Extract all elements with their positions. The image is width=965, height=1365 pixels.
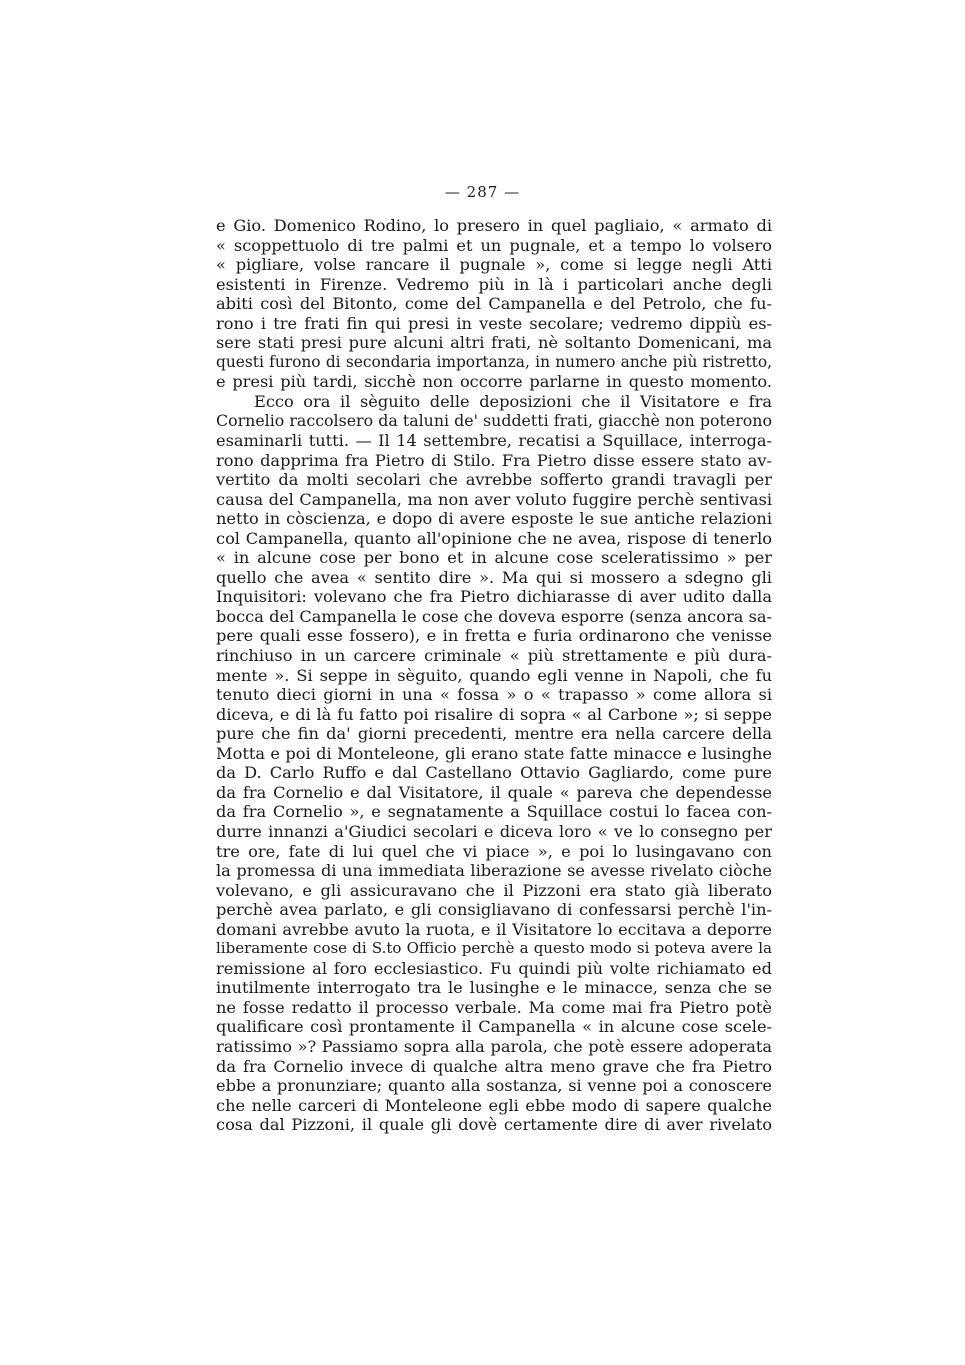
text-line: col Campanella, quanto all'opinione che ne avea, rispose di tenerlo: [216, 528, 772, 548]
text-line: Ecco ora il sèguito delle deposizioni che il Visitatore e fra: [254, 391, 772, 411]
text-line: rinchiuso in un carcere criminale « più strettamente e più dura-: [216, 646, 772, 666]
text-line: Motta e poi di Monteleone, gli erano state fatte minacce e lusinghe: [216, 743, 772, 763]
text-line: e Gio. Domenico Rodino, lo presero in quel pagliaio, « armato di: [216, 216, 772, 235]
text-line: abiti così del Bitonto, come del Campanella e del Petrolo, che fu-: [216, 294, 772, 314]
text-line: vertito da molti secolari che avrebbe sofferto grandi travagli per: [216, 470, 772, 490]
text-line: durre innanzi a'Giudici secolari e diceva loro « ve lo consegno per: [216, 821, 772, 841]
text-line: esaminarli tutti. — Il 14 settembre, recatisi a Squillace, interroga-: [216, 431, 772, 451]
text-line: questi furono di secondaria importanza, in numero anche più ristretto,: [216, 352, 772, 371]
text-line: netto in còscienza, e dopo di avere esposte le sue antiche relazioni: [216, 509, 772, 529]
text-line: rono dapprima fra Pietro di Stilo. Fra Pietro disse essere stato av-: [216, 450, 772, 470]
text-line: cosa dal Pizzoni, il quale gli dovè certamente dire di aver rivelato: [216, 1115, 772, 1135]
text-line: da fra Cornelio e dal Visitatore, il quale « pareva che dependesse: [216, 782, 772, 802]
text-line: qualificare così prontamente il Campanella « in alcune cose scele-: [216, 1017, 772, 1037]
text-line: ratissimo »? Passiamo sopra alla parola, che potè essere adoperata: [216, 1036, 772, 1056]
text-line: remissione al foro ecclesiastico. Fu quindi più volte richiamato ed: [216, 958, 772, 978]
body-text: [216, 216, 772, 1135]
text-line: da fra Cornelio », e segnatamente a Squillace costui lo facea con-: [216, 802, 772, 822]
text-line: da fra Cornelio invece di qualche altra meno grave che fra Pietro: [216, 1056, 772, 1076]
page-number: — 287 —: [444, 183, 521, 201]
text-line: da D. Carlo Ruffo e dal Castellano Ottavio Gagliardo, come pure: [216, 763, 772, 783]
text-line: la promessa di una immediata liberazione se avesse rivelato ciòche: [216, 861, 772, 881]
text-line: diceva, e di là fu fatto poi risalire di sopra « al Carbone »; si seppe: [216, 704, 772, 724]
text-line: perchè avea parlato, e gli consigliavano di confessarsi perchè l'in-: [216, 900, 772, 920]
text-line: tre ore, fate di lui quel che vi piace », e poi lo lusingavano con: [216, 841, 772, 861]
text-line: e presi più tardi, sicchè non occorre parlarne in questo momento.: [216, 372, 772, 392]
text-line: ebbe a pronunziare; quanto alla sostanza, si venne poi a conoscere: [216, 1076, 772, 1096]
text-line: rono i tre frati fin qui presi in veste secolare; vedremo dippiù es-: [216, 313, 772, 333]
text-line: causa del Campanella, ma non aver voluto fuggire perchè sentivasi: [216, 489, 772, 509]
text-line: che nelle carceri di Monteleone egli ebbe modo di sapere qualche: [216, 1095, 772, 1115]
text-line: inutilmente interrogato tra le lusinghe e le minacce, senza che se: [216, 978, 772, 998]
text-line: quello che avea « sentito dire ». Ma qui si mossero a sdegno gli: [216, 567, 772, 587]
text-line: « scoppettuolo di tre palmi et un pugnale, et a tempo lo volsero: [216, 235, 772, 255]
text-line: pere quali esse fossero), e in fretta e furia ordinarono che venisse: [216, 626, 772, 646]
text-line: esistenti in Firenze. Vedremo più in là i particolari anche degli: [216, 274, 772, 294]
text-line: domani avrebbe avuto la ruota, e il Visitatore lo eccitava a deporre: [216, 919, 772, 939]
text-line: tenuto dieci giorni in una « fossa » o « trapasso » come allora si: [216, 685, 772, 705]
text-line: « pigliare, volse rancare il pugnale », come si legge negli Atti: [216, 255, 772, 275]
text-line: mente ». Si seppe in sèguito, quando egli venne in Napoli, che fu: [216, 665, 772, 685]
text-line: liberamente cose di S.to Officio perchè a questo modo si poteva avere la: [216, 939, 772, 958]
text-line: Cornelio raccolsero da taluni de' suddetti frati, giacchè non poterono: [216, 411, 772, 431]
text-line: Inquisitori: volevano che fra Pietro dichiarasse di aver udito dalla: [216, 587, 772, 607]
text-line: ne fosse redatto il processo verbale. Ma come mai fra Pietro potè: [216, 997, 772, 1017]
text-line: volevano, e gli assicuravano che il Pizzoni era stato già liberato: [216, 880, 772, 900]
text-line: pure che fin da' giorni precedenti, mentre era nella carcere della: [216, 724, 772, 744]
text-line: bocca del Campanella le cose che doveva esporre (senza ancora sa-: [216, 606, 772, 626]
text-line: « in alcune cose per bono et in alcune cose sceleratissimo » per: [216, 548, 772, 568]
text-line: sere stati presi pure alcuni altri frati, nè soltanto Domenicani, ma: [216, 333, 772, 353]
